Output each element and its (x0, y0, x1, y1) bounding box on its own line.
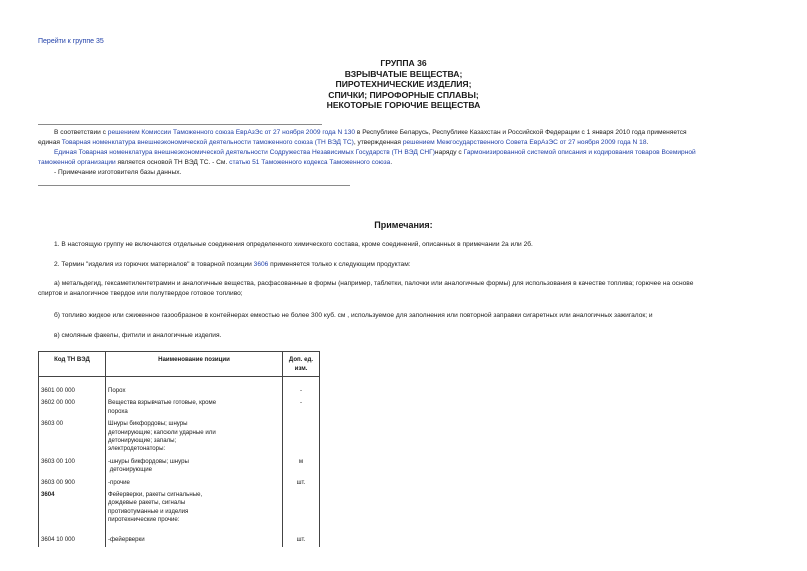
note-2c: в) смоляные факелы, фитили и аналогичные изделия. (54, 332, 222, 339)
customs-code-article-link[interactable]: статью 51 Таможенного кодекса Таможенного союза (229, 159, 391, 167)
commission-decision-link[interactable]: решением Комиссии Таможенного союза ЕврАзЭс от 27 ноября 2009 года N 130 (107, 129, 356, 136)
cell-name (106, 419, 283, 457)
world-link[interactable]: Всемирной (661, 149, 696, 156)
note-2b: б) топливо жидкое или сжиженное газообразное в контейнерах емкостью не более 300 куб. см , используемое для заполнения или повторной заправки сигаретных или аналогичных зажигалок; и (54, 312, 653, 319)
cell-name-line: -прочие (108, 478, 130, 486)
cell-unit: шт. (283, 528, 320, 547)
header-code: Код ТН ВЭД (39, 352, 106, 377)
header-unit-line-2: изм. (294, 365, 308, 372)
interstate-council-decision-link[interactable]: решением Межгосударственного Совета ЕврАзЭС от 27 ноября 2009 года N 18 (402, 139, 647, 147)
cell-code: 3604 10 000 (39, 528, 106, 547)
cell-name-line: пороха (108, 407, 128, 415)
cell-name-line: дождевые ракеты, сигналы (108, 499, 186, 507)
prev-group-link[interactable]: Перейти к группе 35 (38, 38, 104, 45)
note-2a-line-1: а) метальдегид, гексаметилентетрамин и аналогичные вещества, расфасованные в формы (например, таблетки, палочки или аналогичные формы) для использования в качестве топлива; горючее на основе (54, 280, 694, 287)
cell-name (106, 457, 283, 478)
cell-name-line: Фейерверки, ракеты сигнальные, (108, 491, 203, 499)
cell-name-line: -фейерверки (108, 535, 145, 543)
table-row (39, 490, 320, 528)
footnote-text: . (646, 139, 649, 147)
footnote-top-divider (38, 124, 322, 125)
cell-unit: - (283, 398, 320, 419)
footnote-text: в Республике Беларусь, Республике Казахстан и Российской Федерации с 1 января 2010 года применяется (356, 129, 687, 136)
cell-name-line: детонирующие; запалы; (108, 437, 177, 445)
table-row (39, 419, 320, 457)
title-line-3: ПИРОТЕХНИЧЕСКИЕ ИЗДЕЛИЯ; (335, 79, 472, 90)
cell-name (106, 398, 283, 419)
cell-unit (283, 490, 320, 528)
cell-code: 3603 00 (39, 419, 106, 457)
cell-name-line: -шнуры бикфордовы; шнуры (108, 457, 189, 465)
note-1: 1. В настоящую группу не включаются отдельные соединения определенного химического состава, кроме соединений, описанных в примечании 2а или 2б. (54, 241, 533, 248)
heading-3606-link[interactable]: 3606 (253, 261, 269, 268)
table-row (39, 528, 320, 547)
db-maker-note: - Примечание изготовителя базы данных. (54, 169, 182, 176)
cell-code: 3601 00 000 (39, 377, 106, 399)
page-title (0, 58, 807, 111)
cell-name-line: пиротехнические прочие: (108, 516, 180, 524)
footnote-paragraph-1 (38, 128, 768, 148)
customs-union-nomenclature-link[interactable]: Товарная номенклатура внешнеэкономической деятельности таможенного союза (ТН ВЭД ТС) (61, 139, 354, 147)
customs-organization-link[interactable]: таможенной организации (38, 159, 116, 167)
footnote-text: единая (38, 139, 62, 147)
cell-name (106, 377, 283, 399)
cell-unit: шт. (283, 478, 320, 490)
footnote-text: . (390, 159, 393, 167)
table-header-row (39, 352, 320, 377)
title-line-4: СПИЧКИ; ПИРОФОРНЫЕ СПЛАВЫ; (328, 89, 479, 100)
note-2a-line-2: спиртов и аналогичное твердое или полутвердое готовое топливо; (38, 290, 243, 298)
cell-unit (283, 419, 320, 457)
table-row (39, 398, 320, 419)
cell-name-line: Вещества взрывчатые готовые, кроме (108, 399, 217, 407)
footnote-text: , утвержденная (353, 139, 403, 147)
note-text: 2. Термин "изделия из горючих материалов" в товарной позиции (54, 261, 254, 268)
footnote-text: В соответствии с (54, 129, 108, 136)
cell-code: 3603 00 900 (39, 478, 106, 490)
notes-heading: Примечания: (374, 220, 433, 230)
cell-name-line: детонирующие (108, 466, 153, 474)
cell-code: 3604 (39, 490, 106, 528)
table-row (39, 377, 320, 399)
table-row (39, 478, 320, 490)
footnote-text: является основой ТН ВЭД ТС. - См. (115, 159, 230, 167)
cell-name (106, 490, 283, 528)
title-line-1: ГРУППА 36 (380, 58, 427, 68)
cell-name-line: противотуманные и изделия (108, 507, 189, 515)
note-2 (54, 260, 774, 270)
cell-code: 3602 00 000 (39, 398, 106, 419)
cell-name (106, 528, 283, 547)
cis-nomenclature-link[interactable]: Единая Товарная номенклатура внешнеэкономической деятельности Содружества Независимых Государств (ТН ВЭД СНГ) (54, 149, 435, 156)
cell-name-line: детонирующие; капсюли ударные или (108, 428, 216, 436)
cell-name-line: Порох (108, 387, 126, 394)
cell-code: 3603 00 100 (39, 457, 106, 478)
cell-unit: - (283, 377, 320, 399)
cell-unit: м (283, 457, 320, 478)
footnote-bottom-divider (38, 185, 350, 186)
cell-name-line: электродетонаторы: (108, 445, 166, 453)
table-row (39, 457, 320, 478)
footnote-text: наряду с (434, 149, 464, 156)
harmonized-system-link[interactable]: Гармонизированной системой описания и кодирования товаров (463, 149, 660, 156)
note-text: применяется только к следующим продуктам: (268, 261, 411, 268)
title-line-5: НЕКОТОРЫЕ ГОРЮЧИЕ ВЕЩЕСТВА (326, 100, 481, 111)
header-unit (283, 352, 320, 377)
header-unit-line-1: Доп. ед. (288, 356, 314, 363)
note-2a (38, 279, 773, 299)
header-name: Наименование позиции (106, 352, 283, 377)
cell-name (106, 478, 283, 490)
title-line-2: ВЗРЫВЧАТЫЕ ВЕЩЕСТВА; (344, 68, 463, 79)
footnote-paragraph-2 (38, 148, 768, 168)
tariff-table (38, 351, 320, 547)
cell-name-line: Шнуры бикфордовы; шнуры (108, 420, 188, 428)
